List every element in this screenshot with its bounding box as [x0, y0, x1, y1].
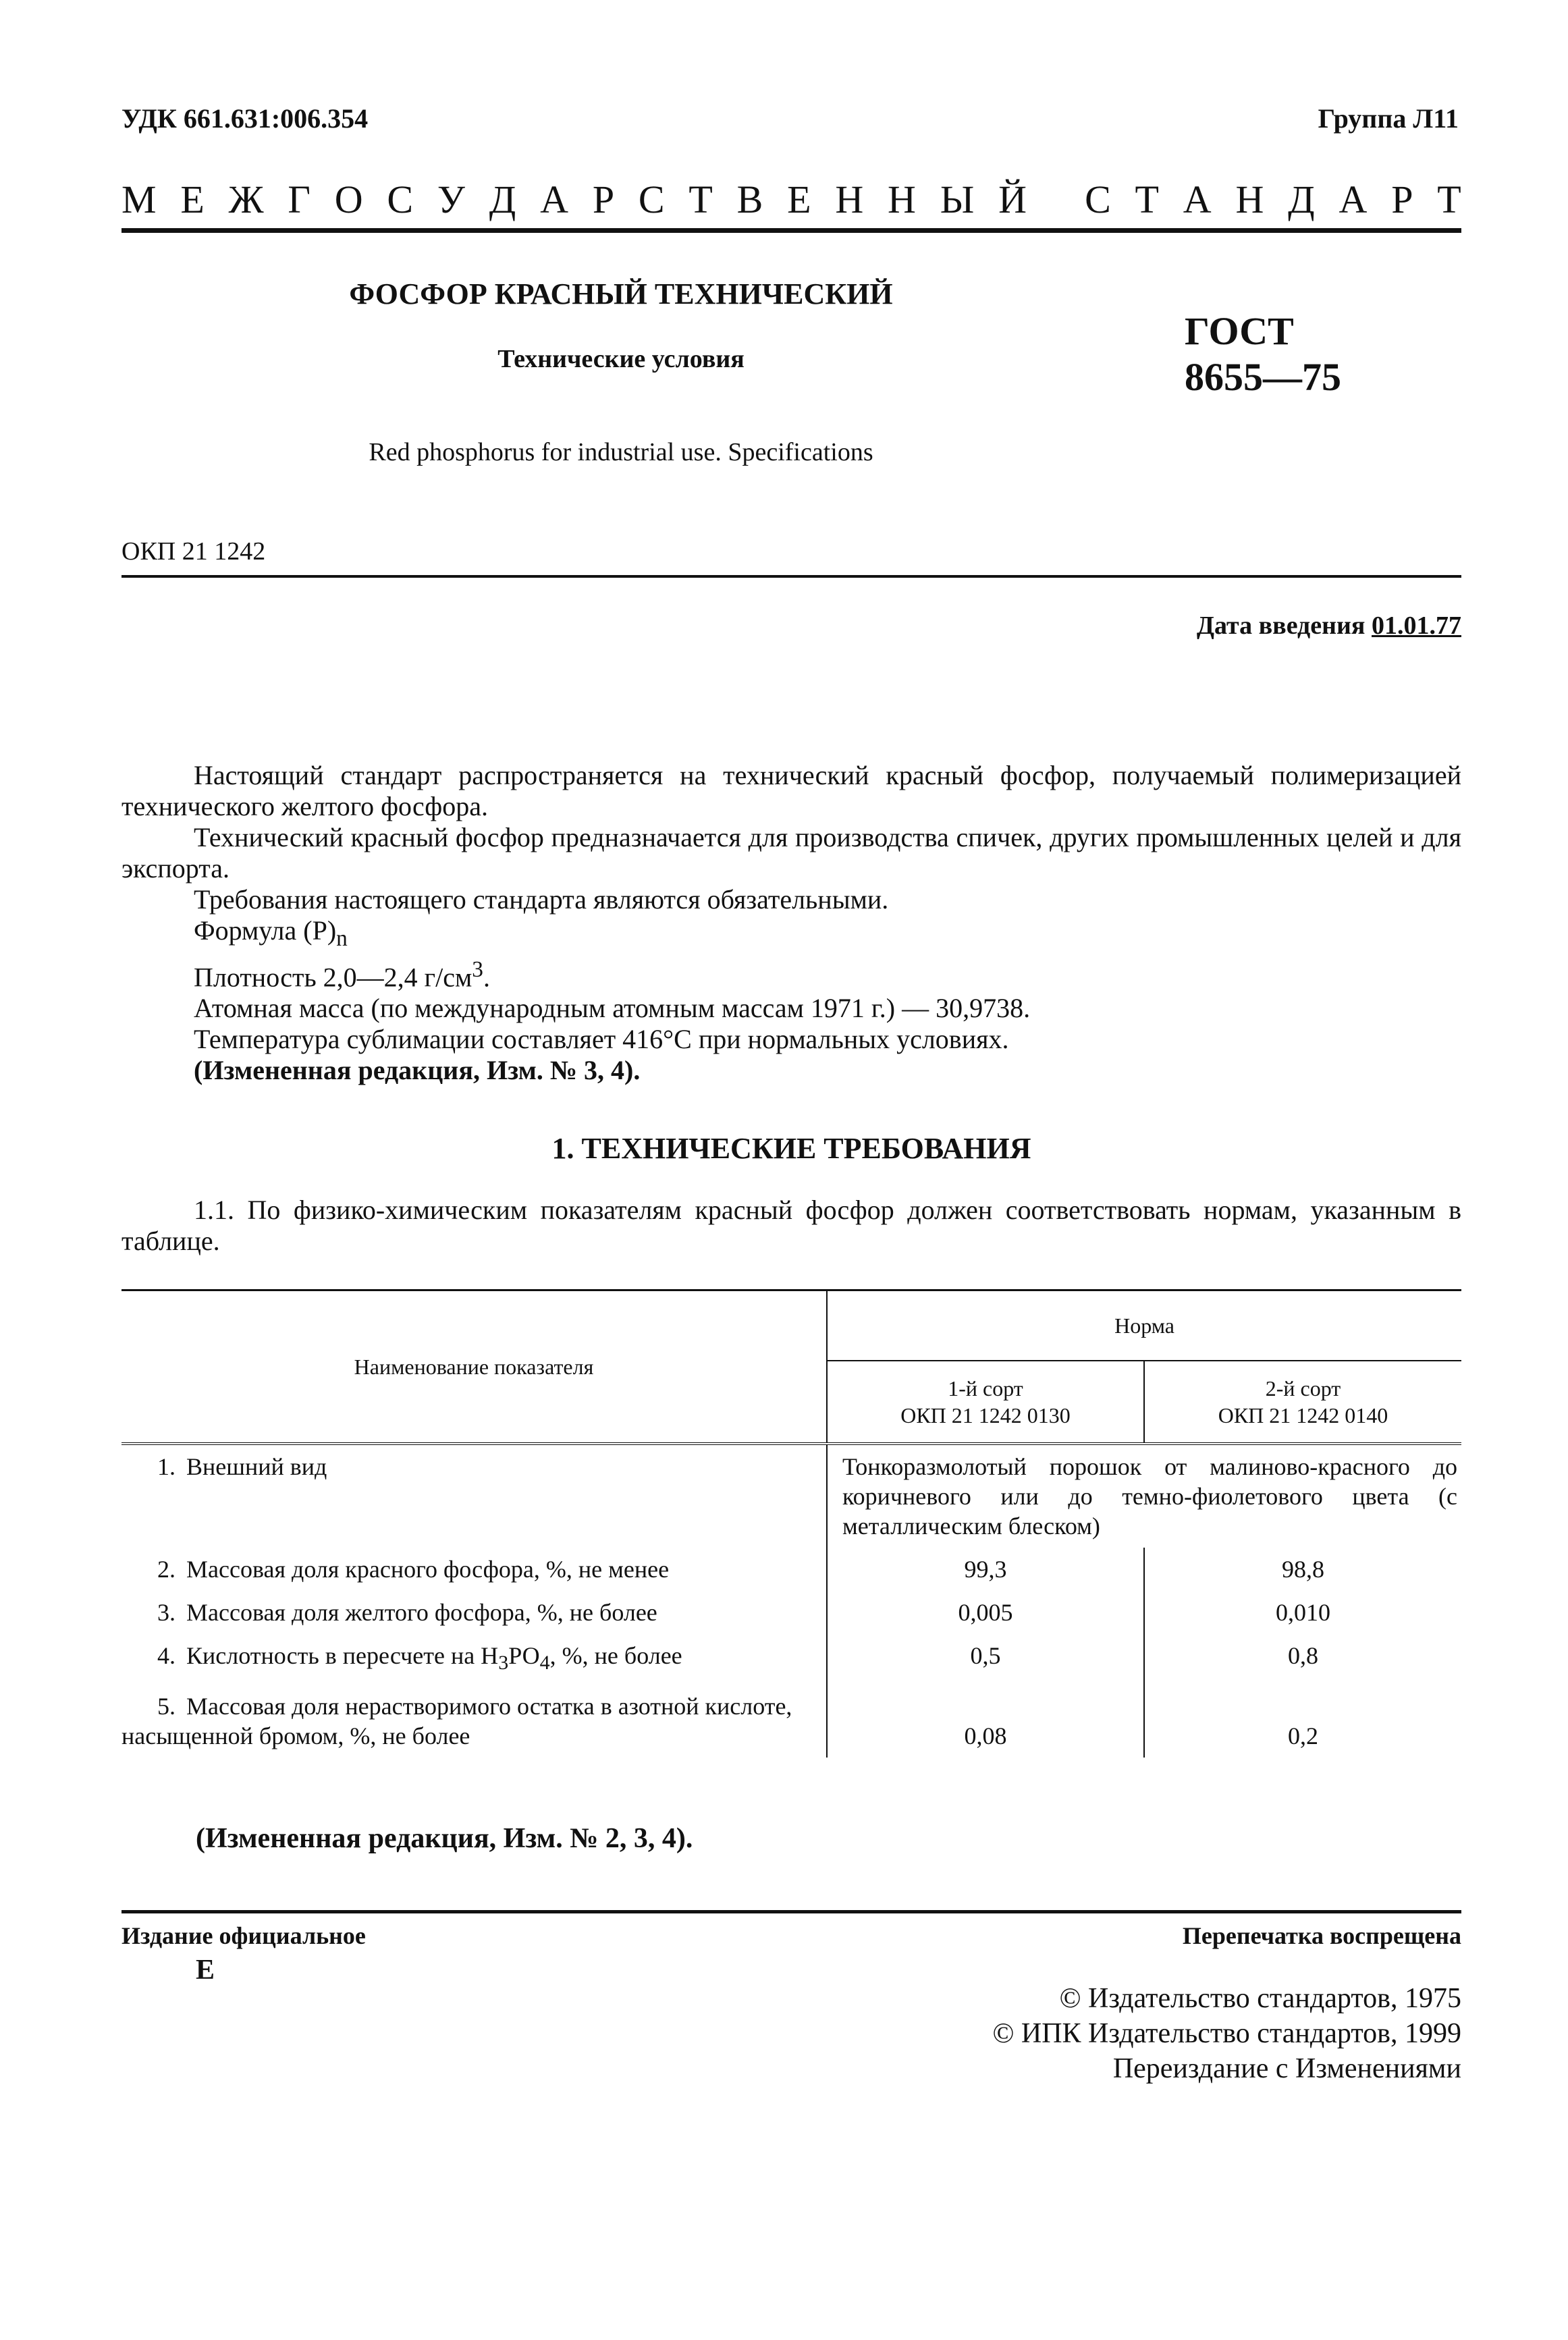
- grade-2-okp: ОКП 21 1242 0140: [1218, 1403, 1388, 1427]
- row-merged-value: Тонкоразмолотый порошок от малиново-красного до коричневого или до темно-фиолетового цвета (с металлическим блеском): [842, 1453, 1458, 1540]
- row-grade-1-value: 0,005: [827, 1591, 1144, 1634]
- row-indicator-name: 2. Массовая доля красного фосфора, %, не менее: [121, 1548, 827, 1591]
- formula-subscript: n: [336, 926, 348, 951]
- heading-letter: Н: [835, 178, 864, 221]
- grade-1-name: 1-й сорт: [948, 1376, 1023, 1400]
- intro-paragraph-formula: [121, 915, 1461, 954]
- row-grade-2-value: 0,8: [1288, 1642, 1318, 1669]
- table-row: [121, 1591, 1461, 1634]
- heading-letter: Н: [888, 178, 916, 221]
- copyright-line: © ИПК Издательство стандартов, 1999: [992, 2018, 1461, 2049]
- section-title: 1. ТЕХНИЧЕСКИЕ ТРЕБОВАНИЯ: [551, 1132, 1031, 1165]
- middle-rule: [121, 575, 1461, 578]
- heading-letter: Д: [1288, 178, 1315, 221]
- heading-letter: С: [1085, 178, 1111, 221]
- heading-letter: С: [638, 178, 665, 221]
- formula-text: Формула (Р): [194, 915, 337, 946]
- table-row: [121, 1548, 1461, 1591]
- group-code: Группа Л11: [1318, 103, 1459, 134]
- edition-letter: Е: [196, 1955, 215, 1986]
- heading-letter: Й: [998, 178, 1027, 221]
- heading-letter: Т: [1437, 178, 1461, 221]
- intro-paragraph-atomic-mass: Атомная масса (по международным атомным массам 1971 г.) — 30,9738.: [194, 993, 1031, 1024]
- column-header-norm: Норма: [827, 1290, 1461, 1361]
- heading-letter: С: [387, 178, 414, 221]
- clause-1-1: 1.1. По физико-химическим показателям красный фосфор должен соответствовать нормам, указанным в таблице.: [121, 1195, 1461, 1256]
- introduction-date-value: 01.01.77: [1372, 611, 1461, 640]
- column-header-grade-2: [1144, 1361, 1461, 1444]
- copyright-line: © Издательство стандартов, 1975: [1059, 1983, 1461, 2014]
- heading-letter: Т: [688, 178, 713, 221]
- heading-letter: Ж: [228, 178, 264, 221]
- density-superscript: 3: [472, 957, 483, 982]
- footer-rule: [121, 1910, 1461, 1913]
- intro-paragraph-mandatory: Требования настоящего стандарта являются обязательными.: [194, 884, 889, 915]
- row-indicator-name: 1. Внешний вид: [121, 1444, 827, 1548]
- introduction-date: [1197, 611, 1461, 641]
- heading-letter: Д: [489, 178, 516, 221]
- interstate-standard-heading: [121, 177, 1461, 222]
- heading-letter: А: [1339, 178, 1368, 221]
- requirements-paragraph: [121, 1195, 1461, 1257]
- heading-letter: [1051, 177, 1061, 222]
- document-subtitle: Технические условия: [497, 345, 745, 373]
- heading-letter: Г: [288, 178, 310, 221]
- document-title: ФОСФОР КРАСНЫЙ ТЕХНИЧЕСКИЙ: [349, 277, 893, 310]
- amendment-note-1: (Измененная редакция, Изм. № 3, 4).: [194, 1055, 641, 1086]
- row-grade-1-value: 0,08: [827, 1685, 1144, 1758]
- official-edition-label: Издание официальное: [121, 1922, 366, 1949]
- row-indicator-name: 4. Кислотность в пересчете на $Н_3РО_4$, %, не более: [121, 1634, 827, 1685]
- heading-letter: Е: [787, 178, 811, 221]
- heading-letter: Н: [1235, 178, 1264, 221]
- gost-label: ГОСТ: [1185, 309, 1294, 353]
- row-indicator-name: 3. Массовая доля желтого фосфора, %, не более: [121, 1591, 827, 1634]
- heading-letter: О: [334, 178, 363, 221]
- heading-letter: Р: [592, 178, 615, 221]
- density-end: .: [483, 962, 490, 993]
- okp-code: ОКП 21 1242: [121, 537, 266, 566]
- udk-code: УДК 661.631:006.354: [121, 103, 369, 134]
- heading-letter: Р: [1391, 178, 1413, 221]
- heading-letter: Т: [1135, 178, 1159, 221]
- table-row: [121, 1634, 1461, 1685]
- intro-paragraph-scope: Настоящий стандарт распространяется на технический красный фосфор, получаемый полимеризацией технического желтого фосфора.: [121, 760, 1461, 821]
- copyright-block: [992, 1981, 1461, 2086]
- heading-letter: М: [121, 178, 157, 221]
- gost-number: 8655—75: [1185, 355, 1341, 399]
- table-row: [121, 1444, 1461, 1548]
- heading-letter: Е: [180, 178, 205, 221]
- intro-paragraph-sublimation: Температура сублимации составляет 416°С при нормальных условиях.: [194, 1024, 1009, 1055]
- heading-letter: У: [437, 178, 465, 221]
- specification-table: [121, 1289, 1461, 1758]
- document-title-english: Red phosphorus for industrial use. Specifications: [369, 438, 873, 466]
- table-row: [121, 1685, 1461, 1758]
- row-indicator-name: 5. Массовая доля нерастворимого остатка в азотной кислоте, насыщенной бромом, %, не более: [121, 1685, 827, 1758]
- intro-paragraph-density: [121, 954, 1461, 993]
- intro-paragraph-purpose: Технический красный фосфор предназначается для производства спичек, других промышленных целей и для экспорта.: [121, 822, 1461, 883]
- row-grade-2-value: 0,2: [1288, 1722, 1318, 1750]
- heading-letter: Ы: [940, 178, 975, 221]
- row-grade-1-value: 99,3: [827, 1548, 1144, 1591]
- introduction-date-label: Дата введения: [1196, 611, 1366, 640]
- heading-letter: В: [736, 178, 763, 221]
- grade-2-name: 2-й сорт: [1265, 1376, 1341, 1400]
- intro-text: [121, 760, 1461, 1086]
- column-header-indicator: Наименование показателя: [121, 1290, 827, 1444]
- copyright-line: Переиздание с Изменениями: [1112, 2053, 1461, 2084]
- column-header-grade-1: [827, 1361, 1144, 1444]
- amendment-note-2: (Измененная редакция, Изм. № 2, 3, 4).: [196, 1823, 693, 1854]
- density-text: Плотность 2,0—2,4 г/см: [194, 962, 472, 993]
- heading-letter: А: [540, 178, 569, 221]
- top-rule: [121, 228, 1461, 233]
- row-grade-2-value: 98,8: [1282, 1556, 1324, 1583]
- row-grade-2-value: 0,010: [1276, 1599, 1330, 1626]
- grade-1-okp: ОКП 21 1242 0130: [900, 1403, 1071, 1427]
- row-grade-1-value: 0,5: [827, 1634, 1144, 1685]
- heading-letter: А: [1183, 178, 1212, 221]
- reprint-prohibited-label: Перепечатка воспрещена: [1182, 1922, 1461, 1949]
